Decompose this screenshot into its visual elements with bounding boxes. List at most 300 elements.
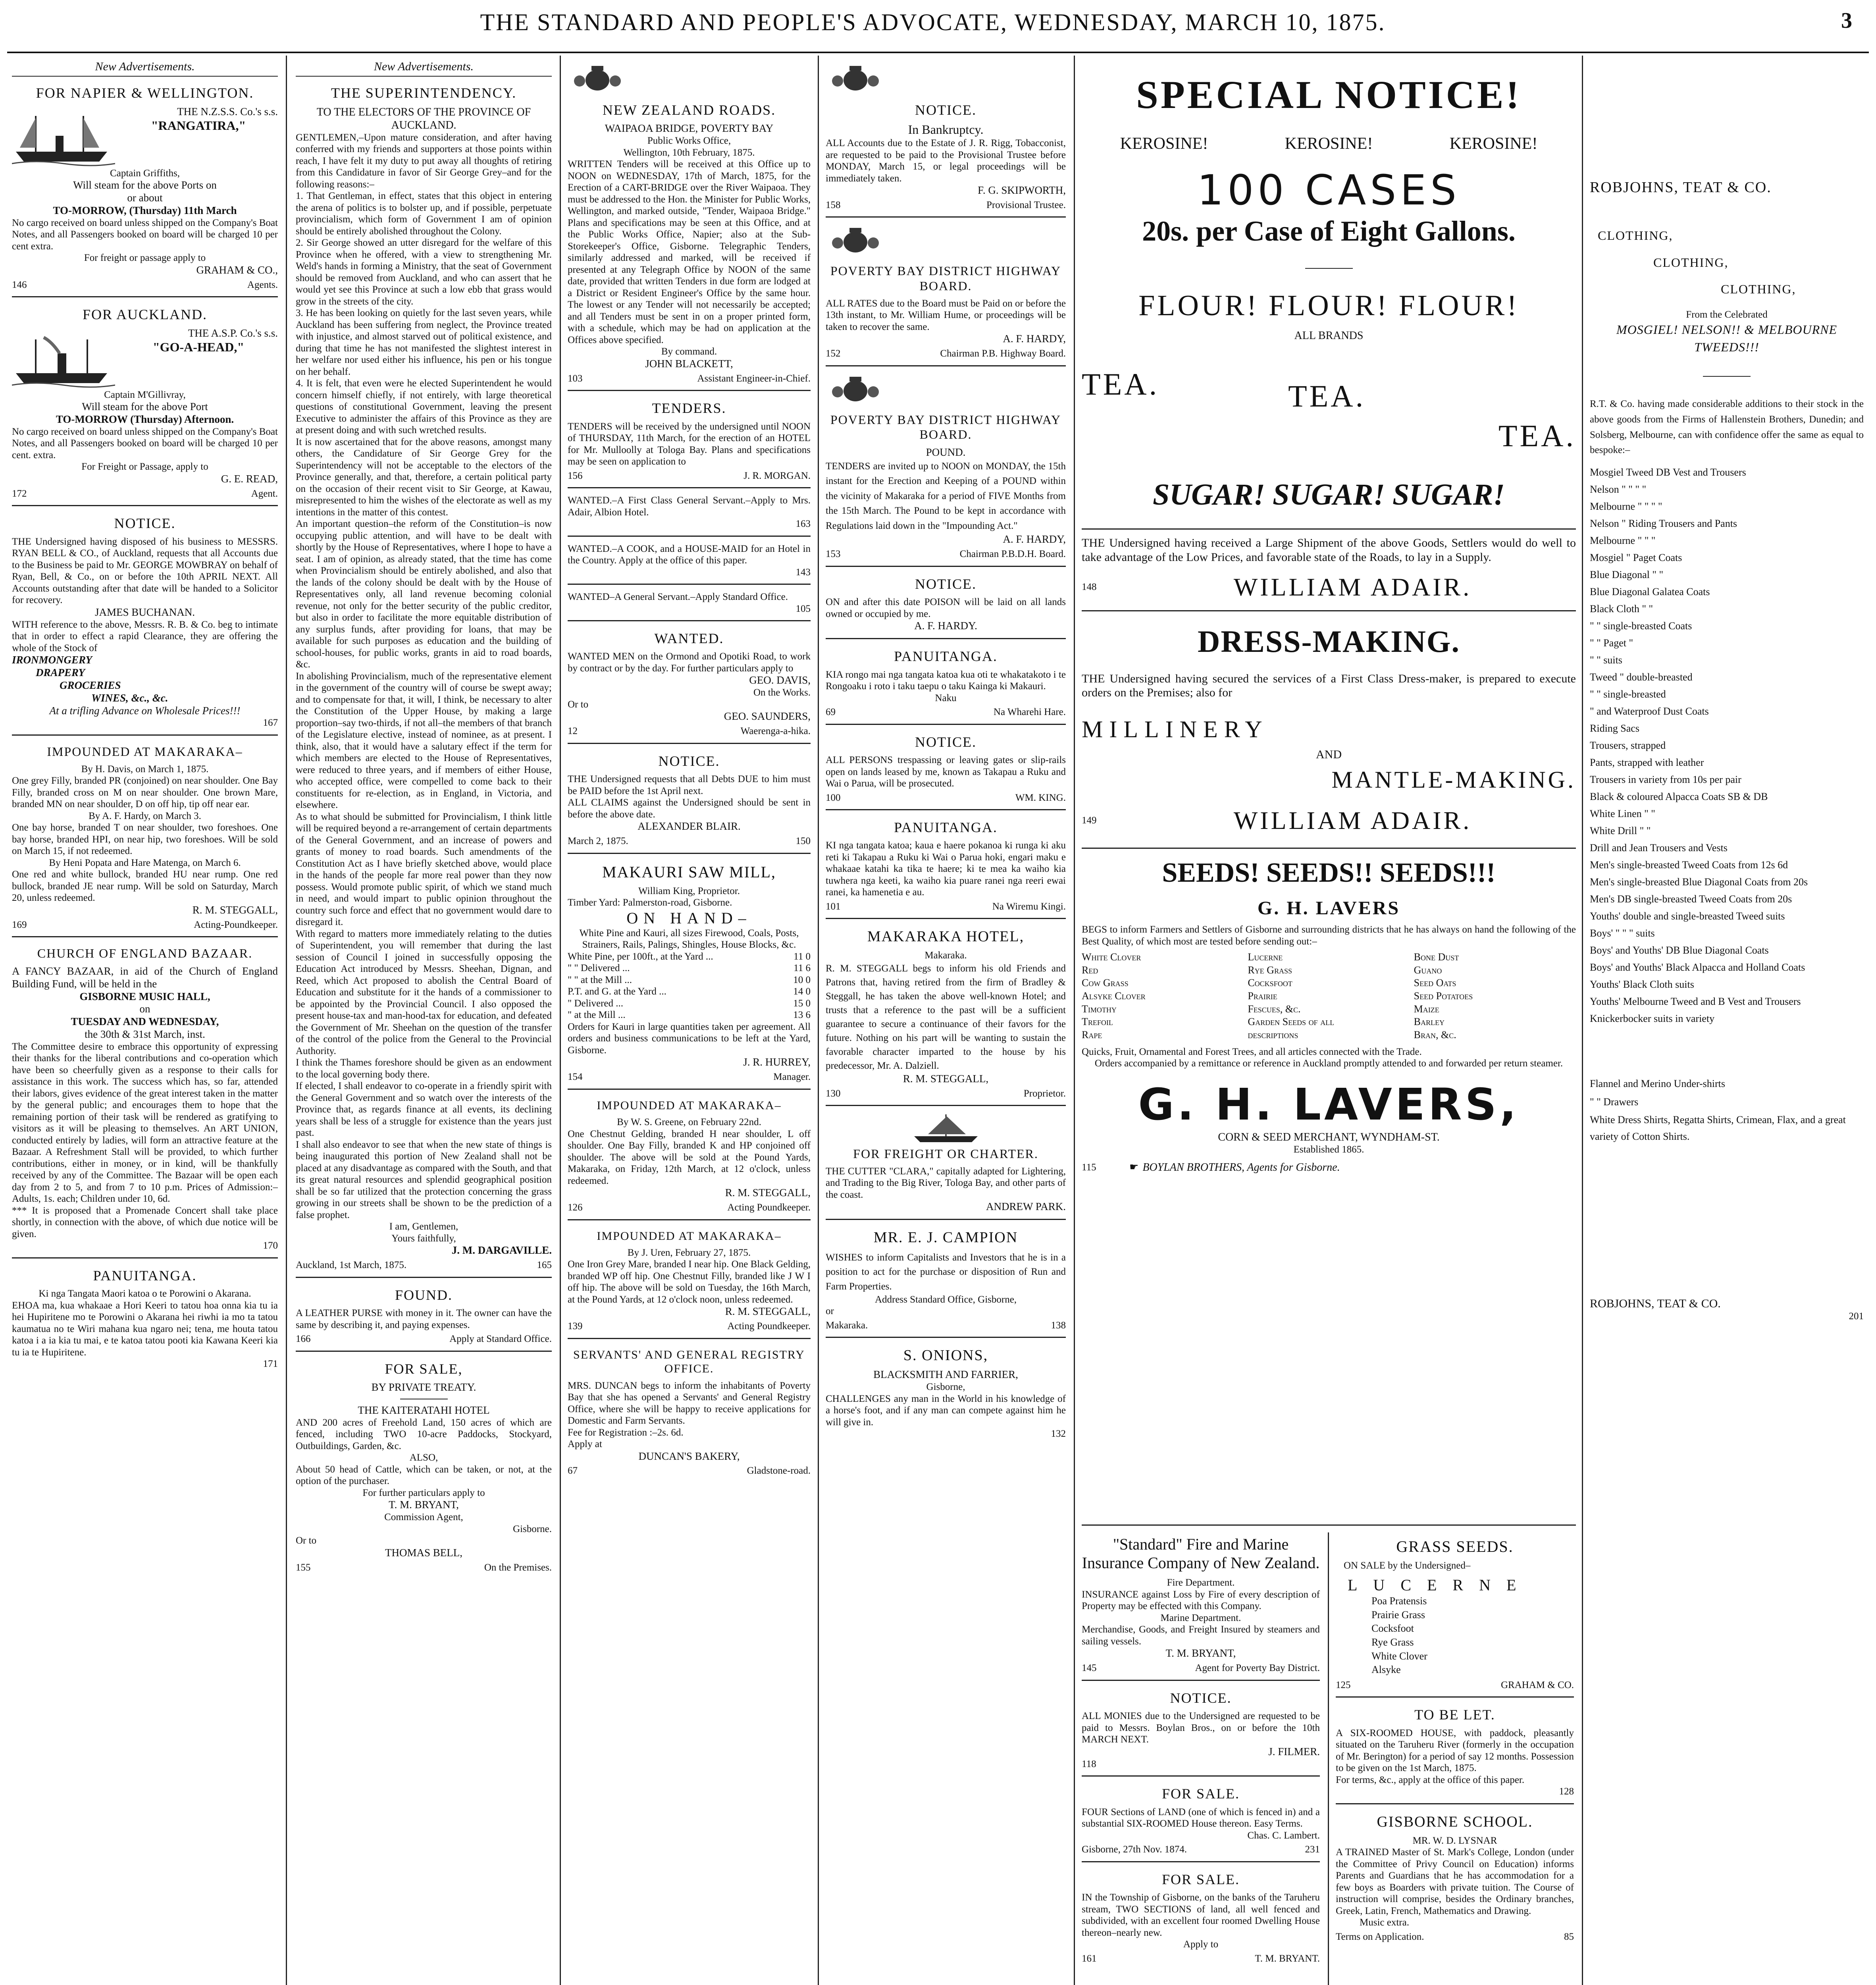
ad-highway-rates: [826, 222, 1066, 366]
clothing-label: CLOTHING,: [1598, 228, 1673, 243]
clothing-item: Boys' and Youths' DB Blue Diagonal Coats: [1590, 944, 1769, 956]
ad-number: 125: [1336, 1679, 1351, 1690]
brands-line: ALL BRANDS: [1294, 329, 1364, 342]
signature-role: Acting Poundkeeper.: [727, 1202, 811, 1213]
clothing-item: Men's single-breasted Tweed Coats from 12s 6d: [1590, 859, 1788, 871]
ad-number: 148: [1082, 582, 1097, 593]
price-row: " Delivered ... 15 0: [568, 998, 811, 1009]
date: March 2, 1875.: [568, 836, 628, 847]
ad-number: 128: [1559, 1786, 1574, 1797]
ad-body: EHOA ma, kua whakaae a Hori Keeri to tatou hoa onna kia tu ia hei Hupiritene mo te Porowini o Akarana hei riwhi ia mo ta tatou kaumatua no te Wiri mahana kua ngaro nei; tena, me houta tatou katoa i a ia kia tu mai, e te katoa tatou pooti kia Kawana Keeri kia tu ia te Hupiritene.: [12, 1300, 278, 1358]
ad-title: POVERTY BAY DISTRICT HIGHWAY BOARD.: [830, 264, 1061, 293]
seed-item: Cocksfoot: [1371, 1623, 1414, 1634]
signature: A. F. HARDY,: [1003, 533, 1066, 545]
ad-grass-seeds: [1336, 1532, 1574, 1698]
ad-land-sale: [1082, 1781, 1320, 1862]
ad-body: No cargo received on board unless shipped on the Company's Boat Notes, and all Passengers booked on board will be charged 10 per cent extra.: [12, 217, 278, 252]
clothing-label: CLOTHING,: [1653, 255, 1729, 270]
seed-item: Lucerne: [1248, 951, 1283, 963]
ad-number: 100: [826, 792, 841, 803]
ad-highway-pound: [826, 370, 1066, 567]
ad-title: FOUND.: [395, 1287, 453, 1303]
seed-item: Bone Dust: [1414, 951, 1459, 963]
ad-body: WANTED.–A First Class General Servant.–Apply to Mrs. Adair, Albion Hotel.: [568, 495, 811, 518]
ad-title: MAKAURI SAW MILL,: [602, 863, 776, 881]
ad-line: From the Celebrated: [1686, 309, 1768, 320]
ad-body: ALL Accounts due to the Estate of J. R. Rigg, Tobacconist, are requested to be paid to the Provisional Trustee before MONDAY, March 15, or legal proceedings will be immediately taken.: [826, 138, 1066, 184]
ad-subtitle: WAIPAOA BRIDGE, POVERTY BAY: [605, 122, 774, 135]
ad-title: FOR SALE,: [385, 1361, 463, 1377]
ad-number: 172: [12, 488, 27, 499]
ad-title: PANUITANGA.: [894, 819, 998, 835]
ad-body: KI nga tangata katoa; kaua e haere pokanoa ki runga ki aku reti ki Takapau a Ruku ki Wai o Parua hoki, engari maku e whakaae katahi ka tika te haere; ki te mea ka waiho kia tuwhera nga keeti, ka waiho kia puare ranei nga reeri ewai ranei, ka hamenetia e au.: [826, 840, 1066, 898]
paragraph: GENTLEMEN,–Upon mature consideration, and after having conferred with my friends and supporters at those points within reach, I have felt it my duty to put away all thoughts of retiring from this Candidature in favor of Sir George Grey–and for the following reasons:–: [296, 132, 552, 190]
ad-body: A LEATHER PURSE with money in it. The owner can have the same by describing it, and paying expenses.: [296, 1308, 552, 1330]
seed-item: Alsyke: [1371, 1664, 1401, 1676]
clothing-item: " " Paget ": [1590, 637, 1633, 649]
ad-subtitle: Makaraka.: [925, 950, 967, 961]
clothing-item: Youths' double and single-breasted Tweed suits: [1590, 910, 1785, 922]
seed-item: Cocksfoot: [1248, 977, 1292, 989]
sailing-ship-icon: [906, 1112, 986, 1144]
clothing-item: Melbourne " " " ": [1590, 501, 1662, 513]
ad-number: 126: [568, 1202, 583, 1213]
hotel-name: THE KAITERATAHI HOTEL: [358, 1404, 490, 1416]
ad-panuitanga-1: [826, 643, 1066, 725]
coat-of-arms-icon: [826, 227, 885, 255]
apply-line: Apply at: [568, 1439, 602, 1450]
ad-line: Will steam for the above Ports on: [73, 179, 217, 191]
ad-impounded-uren: [568, 1224, 811, 1339]
dressmaking-body: THE Undersigned having secured the services of a First Class Dress-maker, is prepared to execute orders on the Premises; also for: [1082, 672, 1576, 699]
ad-to-be-let: [1336, 1702, 1574, 1804]
date: Wellington, 10th February, 1875.: [623, 147, 755, 158]
signature: A. F. HARDY.: [914, 620, 977, 632]
column-robjohns: [1590, 60, 1864, 1985]
ad-number: 146: [12, 279, 27, 290]
clothing-item: Youths' Melbourne Tweed and B Vest and Trousers: [1590, 996, 1801, 1008]
ad-number: 152: [826, 348, 841, 359]
paragraph: 4. It is felt, that even were he elected Superintendent he would concern himself chiefly, if not entirely, with large theoretical questions of constitutional Government, leaving the present Executive to administer the affairs of this Province as they are at present doing and with such wretched results.: [296, 378, 552, 436]
ad-title: NOTICE.: [915, 102, 977, 118]
ad-number: 166: [296, 1334, 311, 1345]
merchant-name: WILLIAM ADAIR.: [1233, 573, 1472, 601]
seed-item: Rye Grass: [1371, 1636, 1414, 1648]
ad-onions: [826, 1342, 1066, 1445]
price-row: " " Delivered ... 11 6: [568, 963, 811, 974]
ad-title: FOR AUCKLAND.: [82, 306, 208, 323]
signature: GRAHAM & CO.: [1500, 1679, 1574, 1690]
stock: White Pine and Kauri, all sizes Firewood, Coals, Posts, Strainers, Rails, Palings, Shingles, House Blocks, &c.: [579, 927, 799, 950]
ad-number: 132: [1051, 1428, 1066, 1440]
column-divider: [818, 56, 819, 1985]
ad-line: Or to: [296, 1535, 317, 1546]
ad-monies-notice: [1082, 1685, 1320, 1777]
tea-label: TEA.: [1288, 378, 1366, 413]
ad-body: WRITTEN Tenders will be received at this Office up to NOON on WEDNESDAY, 17th of March, 1875, for the Erection of a CART-BRIDGE over the River Waipaoa. They must be addressed to the Hon. the Minister for Public Works, Wellington, and marked outside, "Tender, Waipaoa Bridge." Plans and specifications may be seen at this Office, and at the Public Works Office, Napier; also at the Sub-Storekeeper's Office, Gisborne. Telegraphic Tenders, similarly addressed and marked, will be received if presented at any Telegraph Office by NOON of the same date, provided that written Tenders in due form are lodged at a District or Resident Engineer's Office by the same hour. The lowest or any Tender will not necessarily be accepted; and all Tenders must be sent in on a proper printed form, with a schedule, which may be had on application at the Offices above specified.: [568, 159, 811, 345]
signature: R. M. STEGGALL,: [725, 1305, 811, 1318]
agent-place: Gisborne.: [513, 1523, 552, 1534]
ad-title: IMPOUNDED AT MAKARAKA–: [47, 744, 243, 759]
clothing-item: Trousers, strapped: [1590, 740, 1666, 752]
ad-body: BEGS to inform Farmers and Settlers of Gisborne and surrounding districts that he has always on hand the following of the Best Quality, of which most are tested before sending out:–: [1082, 924, 1576, 947]
ad-body: TENDERS are invited up to NOON on MONDAY, the 15th instant for the Erection and Keeping of a POUND within the vicinity of Makaraka for a period of FIVE Months from the 15th March. The Pound to be kept in accordance with Regulations laid down in the "Impounding Act.": [826, 461, 1066, 531]
signature: ROBJOHNS, TEAT & CO.: [1590, 1297, 1721, 1310]
ad-body: FOUR Sections of LAND (one of which is fenced in) and a substantial SIX-ROOMED House thereon. Easy Terms.: [1082, 1806, 1320, 1829]
clothing-item: Men's DB single-breasted Tweed Coats from 20s: [1590, 893, 1792, 905]
ad-notice-blair: [568, 748, 811, 854]
clothing-item: " " suits: [1590, 654, 1622, 666]
flour-headline: FLOUR! FLOUR! FLOUR!: [1138, 289, 1519, 322]
ad-subtitle: BLACKSMITH AND FARRIER,: [873, 1368, 1018, 1381]
signature: JAMES BUCHANAN.: [94, 606, 195, 618]
ad-body: The Committee desire to embrace this opportunity of expressing their thanks for the liberal contributions and co-operation which have been so cheerfully given as a response to their calls for assistance in this work. The success which has, so far, attended their labors, gives evidence of the great interest taken in the matter by the general public; and encourages them to hope that the remaining portion of their task will be rendered as gratifying to visitors as it will be pleasing to themselves. An ART UNION, conducted entirely by ladies, will form an attractive feature at the Bazaar. A Refreshment Stall will be provided, to which further contributions, either in money, or in kind, will be thankfully received by any of the Committee. The Bazaar will be open each day from 2 to 5, and from 7 to 10 p.m. Prices of Admission:–Adults, 1s. each; Children under 10, 6d.: [12, 1041, 278, 1204]
ad-number: 150: [795, 836, 811, 847]
signature: THOMAS BELL,: [385, 1546, 462, 1559]
ad-title: PANUITANGA.: [93, 1267, 197, 1284]
seed-item: Maize: [1414, 1003, 1439, 1015]
ad-tenders: [568, 395, 811, 488]
ad-line: For terms, &c., apply at the office of this paper.: [1336, 1774, 1525, 1785]
agent-role: Agent.: [251, 488, 278, 499]
ad-line: For freight or passage apply to: [84, 252, 206, 264]
paragraph: 2. Sir George showed an utter disregard for the welfare of this Province when he offered, with a view to strengthening Mr. Weld's hands in forming a Ministry, that the seat of Government should be removed from Auckland, and who can assert that he would yet see this Province at such a low ebb that grass would grow in the streets of the city.: [296, 237, 552, 307]
ad-title: GRASS SEEDS.: [1396, 1538, 1514, 1555]
clothing-item: Drill and Jean Trousers and Vests: [1590, 842, 1728, 854]
ad-insurance: [1082, 1532, 1320, 1681]
ad-title: THE SUPERINTENDENCY.: [331, 85, 517, 101]
ad-number: 153: [826, 549, 841, 560]
clothing-item: Mosgiel " Paget Coats: [1590, 552, 1682, 564]
ad-title: PANUITANGA.: [894, 648, 998, 665]
ad-body: ALL PERSONS trespassing or leaving gates or slip-rails open on lands leased by me, known as Takapau a Ruku and Wai o Parua, will be prosecuted.: [826, 755, 1066, 789]
paragraph: In abolishing Provincialism, much of the representative element in the government of the country will of course be swept away; and to compensate for that, it will, I think, be necessary to alter the Constitution of the Upper House, by making a large proportion–say two-thirds, if not all–the members of that branch of the Legislature elective, instead of nominee, as at present. I think, also, that it would have a salutary effect if the term for which members are elected to the House of Representatives, were reduced to three years, and if members of either House, who accepted office, were compelled to come back to their constituents for re-election, as in England, in Victoria, and elsewhere.: [296, 671, 552, 811]
clothing-item: Blue Diagonal Galatea Coats: [1590, 586, 1710, 598]
ad-title: FOR NAPIER & WELLINGTON.: [36, 85, 254, 101]
owner: William King, Proprietor.: [638, 885, 740, 896]
ad-makaraka-hotel: [826, 923, 1066, 1106]
ad-notice-buchanan: [12, 510, 278, 736]
column-3: [568, 60, 811, 1985]
impound-by: By W. S. Greene, on February 22nd.: [617, 1117, 761, 1128]
clothing-label: CLOTHING,: [1721, 282, 1796, 297]
signature-place: On the Premises.: [484, 1562, 552, 1573]
ad-wanted-general: [568, 589, 811, 621]
ad-subtitle: TO THE ELECTORS OF THE PROVINCE OF AUCKLAND.: [316, 106, 531, 131]
clothing-item: Blue Diagonal " ": [1590, 569, 1664, 581]
ad-township-sale: [1082, 1866, 1320, 1970]
signature-role: Acting Poundkeeper.: [727, 1321, 811, 1332]
signature: Na Wiremu Kingi.: [992, 901, 1066, 912]
ad-number: 85: [1564, 1931, 1574, 1942]
signature-role: Proprietor.: [1023, 1088, 1066, 1099]
ship-name: "GO-A-HEAD,": [152, 339, 245, 354]
ad-line: Music extra.: [1360, 1917, 1409, 1928]
apply-line: Apply to: [1183, 1939, 1219, 1950]
price-list: [568, 951, 811, 1021]
lucerne: LUCERNE: [1348, 1576, 1532, 1594]
ship-name: "RANGATIRA,": [151, 118, 246, 133]
newspaper-title: THE STANDARD AND PEOPLE'S ADVOCATE, WEDNESDAY, MARCH 10, 1875.: [480, 9, 1386, 35]
ad-body: WANTED.–A COOK, and a HOUSE-MAID for an Hotel in the Country. Apply at the office of this paper.: [568, 543, 811, 566]
captain: Captain Griffiths,: [110, 168, 180, 179]
ad-title: WANTED.: [654, 630, 724, 647]
signature: T. M. BRYANT,: [1165, 1647, 1236, 1659]
clothing-item: White Linen " ": [1590, 808, 1655, 820]
ad-body: WISHES to inform Capitalists and Investors that he is in a position to act for the purchase or disposition of Run and Farm Properties.: [826, 1252, 1066, 1292]
seed-item: White Clover: [1082, 951, 1141, 963]
days: TUESDAY AND WEDNESDAY,: [71, 1016, 219, 1028]
ad-gisborne-school: [1336, 1808, 1574, 1948]
ad-body: IN the Township of Gisborne, on the banks of the Taruheru stream, TWO SECTIONS of land, all well fenced and subdivided, with an excellent four roomed Dwelling House thereon–nearly new.: [1082, 1892, 1320, 1938]
signature: R. M. STEGGALL,: [725, 1187, 811, 1199]
ad-title: NOTICE.: [114, 515, 176, 532]
merchant-logo-name: G. H. LAVERS,: [1138, 1079, 1520, 1130]
seed-item: Garden Seeds of all: [1248, 1016, 1335, 1028]
millinery: MILLINERY: [1082, 716, 1269, 743]
ad-line: TO-MORROW, (Thursday) 11th March: [53, 204, 237, 217]
coat-of-arms-icon: [826, 65, 885, 93]
signature: F. G. SKIPWORTH,: [978, 184, 1066, 197]
seed-item: Poa Pratensis: [1371, 1595, 1427, 1607]
steamship-icon: [12, 108, 115, 168]
seed-item: Timothy: [1082, 1003, 1117, 1015]
impound-by: By A. F. Hardy, on March 3.: [89, 810, 201, 821]
column-divider: [286, 56, 287, 1985]
ad-title: FOR SALE.: [1161, 1871, 1240, 1887]
ad-number: 145: [1082, 1663, 1097, 1674]
column-divider: [1328, 1532, 1329, 1985]
ad-auckland: [12, 301, 278, 506]
merchant-name: WILLIAM ADAIR.: [1233, 806, 1472, 835]
ad-body: A FANCY BAZAAR, in aid of the Church of England Building Fund, will be held in the: [12, 965, 278, 990]
ad-body: R.T. & Co. having made considerable additions to their stock in the above goods from the Firms of Hallenstein Brothers, Dunedin; and Solsberg, Melbourne, can with confidence offer the same as equal to bespoke:–: [1590, 399, 1864, 456]
ad-nz-roads: [568, 60, 811, 391]
ad-number: 165: [537, 1260, 552, 1271]
clothing-item: Black Cloth " ": [1590, 603, 1653, 615]
date: Gisborne, 27th Nov. 1874.: [1082, 1844, 1187, 1855]
signature: Na Wharehi Hare.: [993, 707, 1066, 718]
paragraph: 3. He has been looking on quietly for the last seven years, while Auckland has been suffering from neglect, the Province treated with injustice, and almost starved out of political existence, and during that time he has not manifested the slightest interest in her welfare nor used either his influence, his pen or his tongue on her behalf.: [296, 308, 552, 377]
ad-registry-office: [568, 1343, 811, 1482]
apply-line: For further particulars apply to: [362, 1487, 485, 1498]
ad-title: MR. E. J. CAMPION: [873, 1229, 1018, 1246]
seed-item: Rye Grass: [1248, 964, 1292, 976]
ad-line: ALSO,: [409, 1452, 438, 1463]
seed-item: Red: [1082, 964, 1098, 976]
ad-body: THE Undersigned requests that all Debts DUE to him must be PAID before the 1st April next.: [568, 774, 811, 796]
seed-item: Prairie: [1248, 990, 1277, 1002]
ad-title: POVERTY BAY DISTRICT HIGHWAY BOARD.: [830, 412, 1061, 442]
ad-body: ON and after this date POISON will be laid on all lands owned or occupied by me.: [826, 597, 1066, 619]
closing: Yours faithfully,: [391, 1233, 456, 1244]
paragraph: I shall also endeavor to see that when the new state of things is being inaugurated this portion of New Zealand shall not be placed at any disadvantage as compared with the South, and that its great natural resources and splendid geographical position shall be so far utilized that the protection concerning the grass growing in our streets shall be shown to be the prediction of a false prophet.: [296, 1139, 552, 1220]
clothing-item: Trousers in variety from 10s per pair: [1590, 774, 1741, 786]
agent-name: T. M. BRYANT,: [389, 1499, 459, 1511]
dates: the 30th & 31st March, inst.: [85, 1028, 205, 1041]
seed-item: Rape: [1082, 1029, 1102, 1041]
ad-number: 101: [826, 901, 841, 912]
shipment-body: THE Undersigned having received a Large Shipment of the above Goods, Settlers would do well to take advantage of the Low Prices, and favorable state of the Roads, to lay in a Supply.: [1082, 528, 1576, 564]
ad-title: IMPOUNDED AT MAKARAKA–: [597, 1098, 782, 1112]
ad-title: S. ONIONS,: [903, 1347, 988, 1364]
ad-number: 67: [568, 1465, 578, 1476]
ad-number: 130: [826, 1088, 841, 1099]
ad-body: ALL CLAIMS against the Undersigned should be sent in before the above date.: [568, 797, 811, 820]
tweeds-headline: MOSGIEL! NELSON!! & MELBOURNE TWEEDS!!!: [1616, 322, 1837, 355]
seed-item: Guano: [1414, 964, 1442, 976]
tea-block: [1082, 358, 1576, 461]
ad-trespass-notice: [826, 729, 1066, 810]
ad-line: Terms on Application.: [1336, 1931, 1424, 1942]
ad-number: 171: [263, 1359, 278, 1370]
ad-body: INSURANCE against Loss by Fire of every description of Property may be effected with this Company.: [1082, 1589, 1320, 1612]
ad-body: Orders for Kauri in large quantities taken per agreement. All orders and business communications to be left at the Yard, Gisborne.: [568, 1021, 811, 1056]
clothing-item: White Drill " ": [1590, 825, 1651, 837]
yard: Timber Yard: Palmerston-road, Gisborne.: [568, 897, 732, 908]
masthead-rule: [7, 52, 1869, 53]
signature-role: Provisional Trustee.: [986, 199, 1066, 210]
ad-title: GISBORNE SCHOOL.: [1377, 1813, 1533, 1830]
divider: [1305, 268, 1353, 269]
impound-items: One red and white bullock, branded HU near rump. One red bullock, branded JE near rump. Will be sold on Saturday, March 20, unless redeemed.: [12, 869, 278, 904]
ad-number: 105: [795, 603, 811, 614]
ad-number: 170: [263, 1240, 278, 1251]
impound-by: By Heni Popata and Hare Matenga, on March 6.: [49, 857, 241, 868]
ad-line: Orders accompanied by a remittance or reference in Auckland promptly attended to and forwarded per return steamer.: [1094, 1058, 1563, 1069]
ad-saw-mill: [568, 858, 811, 1090]
ad-title: NOTICE.: [1170, 1690, 1232, 1706]
kerosine-label: KEROSINE!: [1120, 135, 1208, 153]
signature: ALEXANDER BLAIR.: [638, 820, 741, 833]
venue: GISBORNE MUSIC HALL,: [79, 990, 210, 1002]
column-1: [12, 60, 278, 1985]
seed-item: Alsyke Clover: [1082, 990, 1146, 1002]
ad-body: AND 200 acres of Freehold Land, 150 acres of which are fenced, including TWO 10-acre Paddocks, Stockyard, Outbuildings, Garden, &c.: [296, 1417, 552, 1451]
divider: [1703, 376, 1751, 377]
ad-body: *** It is proposed that a Promenade Concert shall take place shortly, in connection with the above, of which due notice will be given.: [12, 1205, 278, 1239]
ad-number: 115: [1082, 1162, 1096, 1173]
clothing-item: Men's single-breasted Blue Diagonal Coats from 20s: [1590, 876, 1808, 888]
ad-panuitanga-2: [826, 814, 1066, 919]
signature: J. M. DARGAVILLE.: [451, 1244, 552, 1257]
page-number: 3: [1841, 8, 1852, 33]
clothing-item: Nelson " Riding Trousers and Pants: [1590, 518, 1737, 530]
impound-items: One bay horse, branded T on near shoulder, two foreshoes. One bay horse, branded HPI, on near hip, two foreshoes. Will be sold on March 15, if not redeemed.: [12, 822, 278, 857]
column-5-lower-right: [1336, 1532, 1574, 1985]
seed-item: Cow Grass: [1082, 977, 1129, 989]
ad-number: 167: [263, 717, 278, 728]
ad-title: NOTICE.: [658, 753, 720, 769]
signature: J. R. HURREY,: [743, 1056, 811, 1068]
column-divider: [1074, 56, 1075, 1985]
ad-wanted-men: [568, 625, 811, 744]
stock-line: DRAPERY: [36, 667, 85, 679]
ad-number: 156: [568, 470, 583, 481]
address: Address Standard Office, Gisborne,: [874, 1294, 1017, 1305]
place: Makaraka.: [826, 1320, 868, 1331]
price-line: 20s. per Case of Eight Gallons.: [1142, 215, 1516, 247]
seed-item: Trefoil: [1082, 1016, 1113, 1028]
impound-by: By H. Davis, on March 1, 1875.: [81, 763, 209, 775]
ad-body: ALL RATES due to the Board must be Paid on or before the 13th instant, to Mr. William Hume, or proceedings will be taken to recover the same.: [826, 298, 1066, 332]
paragraph: With regard to matters more immediately relating to the duties of Superintendent, you will remember that during the last session of Council I joined in successfully opposing the Education Act introduced by Messrs. Sheehan, Dignan, and Reed, which Act proposed to abolish the Central Board of Education and substitute for it the hands of a commissioner to be appointed by the Provincial Council. I also opposed the present house-tax and man-hood-tax for education, and defeated the Government of Mr. Sheehan on the question of the transfer of the control of the police from the General to the Provincial Authority.: [296, 928, 552, 1056]
coat-of-arms-icon: [568, 65, 627, 93]
ad-number: 139: [568, 1321, 583, 1332]
signature-place: Gladstone-road.: [747, 1465, 811, 1476]
ship-line: THE N.Z.S.S. Co.'s s.s.: [177, 105, 278, 118]
ad-line: Naku: [935, 692, 957, 703]
price-row: P.T. and G. at the Yard ... 14 0: [568, 986, 811, 997]
agent-role: Commission Agent,: [384, 1512, 463, 1523]
fee: Fee for Registration :–2s. 6d.: [568, 1427, 684, 1438]
clothing-item: Pants, strapped with leather: [1590, 757, 1704, 769]
clothing-item: " and Waterproof Dust Coats: [1590, 705, 1709, 717]
column-5-lower-left: [1082, 1532, 1320, 1985]
signature-role: Chairman P.B. Highway Board.: [940, 348, 1066, 359]
signature-place: Waerenga-a-hika.: [740, 726, 811, 737]
and-line: AND: [1316, 748, 1342, 761]
kerosine-row: [1082, 134, 1576, 154]
signature-place: On the Works.: [753, 687, 811, 698]
clothing-item: Melbourne " " ": [1590, 535, 1656, 547]
ad-bankruptcy: [826, 60, 1066, 218]
signature-role: Manager.: [773, 1072, 811, 1083]
ad-line: ON SALE by the Undersigned–: [1344, 1560, 1471, 1571]
ad-number: 158: [826, 199, 841, 210]
ad-title: FOR SALE.: [1161, 1786, 1240, 1802]
ad-body: KIA rongo mai nga tangata katoa kua oti te whakatakoto i te Rongoaku i roto i taku taepu o taku Kainga ki Makauri.: [826, 669, 1066, 692]
paragraph: If elected, I shall endeavor to co-operate in a friendly spirit with the General Government and so watch over the interests of the Province that, as regards finance at all events, its declining years shall be less of a struggle for existence than the years just past.: [296, 1081, 552, 1139]
ad-number: 201: [1849, 1310, 1864, 1322]
clothing-item: Knickerbocker suits in variety: [1590, 1013, 1715, 1025]
special-notice: SPECIAL NOTICE!: [1136, 73, 1522, 117]
signature: R. M. STEGGALL,: [192, 904, 278, 916]
ad-panuitanga: [12, 1262, 278, 1376]
paragraph: I think the Thames foreshore should be given as an endowment to the local governing body there.: [296, 1057, 552, 1080]
signature: DUNCAN'S BAKERY,: [638, 1450, 740, 1462]
shirt-item: Flannel and Merino Under-shirts: [1590, 1078, 1726, 1090]
signature-role: Agent for Poverty Bay District.: [1195, 1663, 1320, 1674]
ad-number: 169: [12, 919, 27, 930]
coat-of-arms-icon: [826, 376, 885, 404]
ad-body: WITH reference to the above, Messrs. R. B. & Co. beg to intimate that in order to effect a rapid Clearance, they are offering the whole of the Stock of: [12, 619, 278, 653]
paragraph: 1. That Gentleman, in effect, states that this object in entering the arena of politics is to bolster up, and if possible, perpetuate provincialism, which form of Government I am of opinion should be entirely abolished throughout the Colony.: [296, 191, 552, 237]
seed-item: Seed Oats: [1414, 977, 1456, 989]
agents-line: BOYLAN BROTHERS, Agents for Gisborne.: [1142, 1161, 1340, 1174]
department: Fire Department.: [1167, 1577, 1235, 1588]
ad-body: THE CUTTER "CLARA," capitally adapted for Lightering, and Trading to the Big River, Tologa Bay, and other parts of the coast.: [826, 1166, 1066, 1200]
ad-subtitle: POUND.: [926, 446, 966, 459]
ad-line: By command.: [661, 346, 717, 357]
ad-body: One Chestnut Gelding, branded H near shoulder, L off shoulder. One Bay Filly, branded K and HP conjoined off shoulder. The above will be sold at the Pound Yards, Makaraka, on Friday, 12th March, at 12 o'clock, unless redeemed.: [568, 1128, 811, 1186]
masthead: [0, 0, 1876, 44]
tea-label: TEA.: [1498, 418, 1576, 453]
ad-line: Will steam for the above Port: [82, 401, 208, 413]
ad-title: NOTICE.: [915, 734, 977, 750]
kerosine-label: KEROSINE!: [1449, 135, 1538, 153]
cases-headline: 100 CASES: [1197, 166, 1461, 214]
dressmaking-headline: DRESS-MAKING.: [1198, 624, 1460, 659]
shirts-list: [1590, 1075, 1864, 1145]
place: Gisborne,: [926, 1382, 965, 1393]
impound-items: One grey Filly, branded PR (conjoined) on near shoulder. One Bay Filly, branded cross on M on near shoulder. One brown Mare, branded MN on near shoulder, D on off hip, tip off near ear.: [12, 775, 278, 810]
price-row: " " at the Mill ... 10 0: [568, 974, 811, 985]
master-name: MR. W. D. LYSNAR: [1412, 1835, 1497, 1846]
tea-label: TEA.: [1082, 366, 1159, 401]
ad-impounded-greene: [568, 1094, 811, 1220]
seed-item: Barley: [1414, 1016, 1445, 1028]
